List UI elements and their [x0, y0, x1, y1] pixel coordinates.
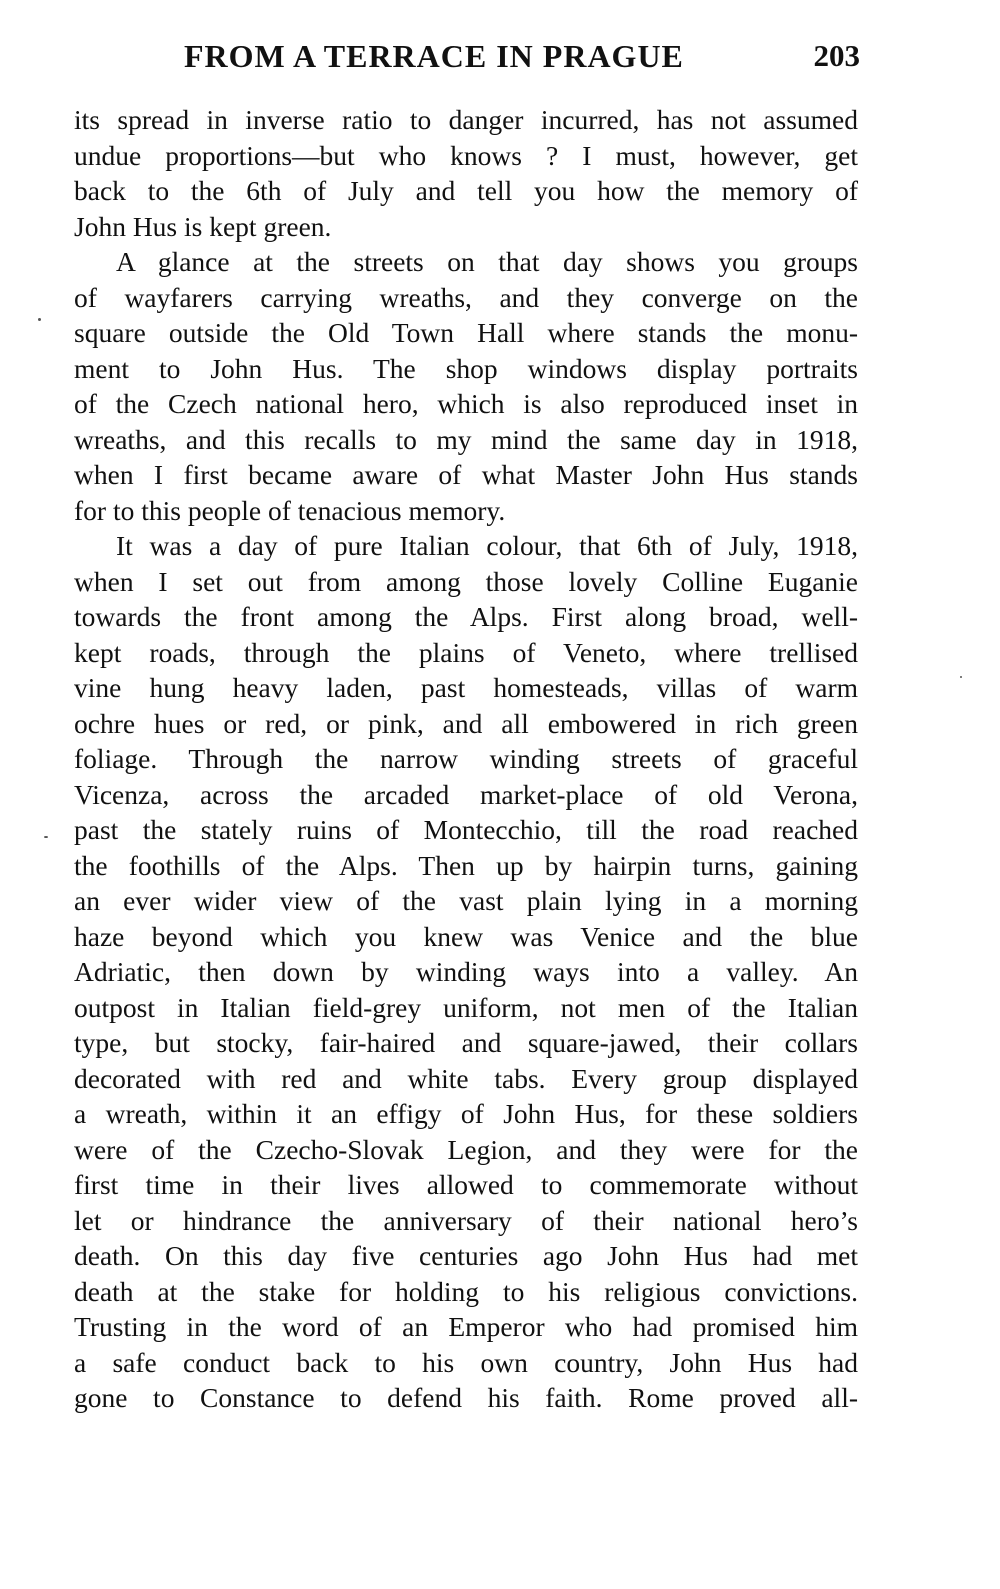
- text-line: Trusting in the word of an Emperor who had promised him: [74, 1311, 858, 1342]
- body-text: [74, 102, 858, 1416]
- text-line: death. On this day five centuries ago John Hus had met: [74, 1240, 858, 1271]
- text-line: gone to Constance to defend his faith. Rome proved all-: [74, 1382, 858, 1413]
- page-header: [72, 38, 860, 88]
- text-line: ochre hues or red, or pink, and all embowered in rich green: [74, 707, 858, 739]
- text-line: towards the front among the Alps. First along broad, well-: [74, 601, 858, 632]
- text-line: the foothills of the Alps. Then up by hairpin turns, gaining: [74, 849, 858, 881]
- text-line: outpost in Italian field-grey uniform, not men of the Italian: [74, 991, 858, 1023]
- text-line: A glance at the streets on that day shows you groups: [116, 246, 858, 277]
- text-line: an ever wider view of the vast plain lying in a morning: [74, 885, 858, 916]
- text-line: for to this people of tenacious memory.: [74, 494, 506, 526]
- text-line: Vicenza, across the arcaded market-place of old Verona,: [74, 778, 858, 810]
- text-line: ment to John Hus. The shop windows display portraits: [74, 352, 858, 384]
- text-line: vine hung heavy laden, past homesteads, villas of warm: [74, 672, 858, 703]
- text-line: foliage. Through the narrow winding streets of graceful: [74, 743, 858, 774]
- text-line: its spread in inverse ratio to danger incurred, has not assumed: [74, 104, 858, 135]
- text-line: haze beyond which you knew was Venice and the blue: [74, 920, 858, 952]
- text-line: let or hindrance the anniversary of their national hero’s: [74, 1204, 858, 1236]
- text-line: kept roads, through the plains of Veneto, where trellised: [74, 636, 858, 668]
- text-line: John Hus is kept green.: [74, 210, 332, 242]
- text-line: a safe conduct back to his own country, John Hus had: [74, 1346, 858, 1378]
- text-line: Adriatic, then down by winding ways into a valley. An: [74, 956, 858, 987]
- print-speck: [960, 676, 962, 678]
- text-line: It was a day of pure Italian colour, that 6th of July, 1918,: [116, 530, 858, 561]
- running-head: FROM A TERRACE IN PRAGUE: [184, 38, 684, 74]
- text-line: a wreath, within it an effigy of John Hus, for these soldiers: [74, 1098, 858, 1129]
- text-line: first time in their lives allowed to commemorate without: [74, 1169, 858, 1200]
- print-speck: [38, 318, 41, 321]
- text-line: undue proportions—but who knows ? I must, however, get: [74, 139, 858, 171]
- text-line: past the stately ruins of Montecchio, till the road reached: [74, 814, 858, 845]
- text-line: back to the 6th of July and tell you how the memory of: [74, 175, 858, 206]
- text-line: type, but stocky, fair-haired and square-jawed, their collars: [74, 1027, 858, 1058]
- text-line: square outside the Old Town Hall where stands the monu-: [74, 317, 858, 348]
- paragraph-1: [74, 102, 858, 244]
- text-line: wreaths, and this recalls to my mind the same day in 1918,: [74, 423, 858, 455]
- text-line: when I set out from among those lovely Colline Euganie: [74, 565, 858, 597]
- text-line: when I first became aware of what Master John Hus stands: [74, 459, 858, 490]
- text-line: death at the stake for holding to his religious convictions.: [74, 1275, 858, 1307]
- print-speck: [44, 836, 48, 838]
- text-line: were of the Czecho-Slovak Legion, and they were for the: [74, 1133, 858, 1165]
- page-number: 203: [813, 38, 860, 73]
- paragraph-3: [74, 528, 858, 1416]
- text-line: of wayfarers carrying wreaths, and they converge on the: [74, 281, 858, 313]
- text-line: decorated with red and white tabs. Every group displayed: [74, 1062, 858, 1094]
- text-line: of the Czech national hero, which is also reproduced inset in: [74, 388, 858, 419]
- paragraph-2: [74, 244, 858, 528]
